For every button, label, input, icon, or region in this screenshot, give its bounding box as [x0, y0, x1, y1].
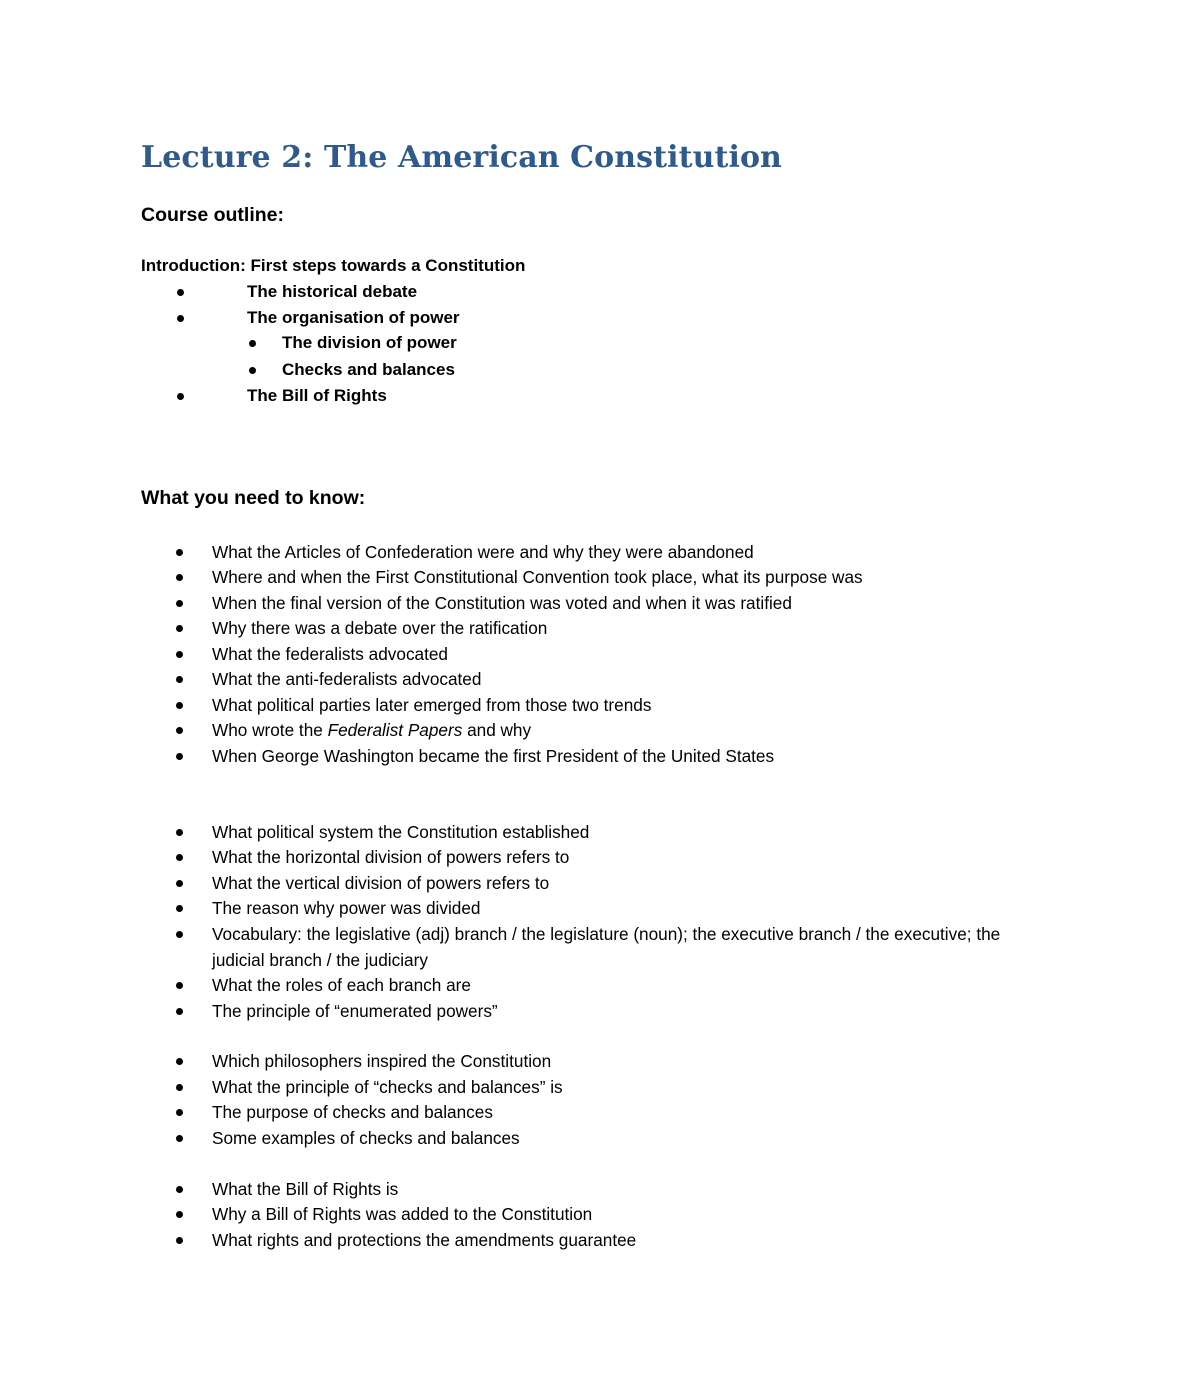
outline-item-label: Checks and balances	[282, 360, 455, 379]
list-item-text: What rights and protections the amendments guarantee	[212, 1230, 637, 1250]
list-item-text: The principle of “enumerated powers”	[212, 1001, 498, 1021]
bullet-icon	[176, 982, 183, 989]
list-item-text: Which philosophers inspired the Constitution	[212, 1051, 552, 1071]
list-item-text-start: Who wrote the	[212, 720, 328, 740]
list-item-text: When the final version of the Constitution was voted and when it was ratified	[212, 593, 792, 613]
list-item	[212, 667, 1012, 693]
outline-subitem	[282, 360, 455, 380]
bullet-icon	[176, 1084, 183, 1091]
bullet-icon	[177, 393, 184, 400]
list-item	[212, 565, 1012, 591]
bullet-icon	[176, 1211, 183, 1218]
outline-item-label: The Bill of Rights	[247, 386, 387, 405]
bullet-icon	[176, 1058, 183, 1065]
bullet-icon	[176, 931, 183, 938]
bullet-icon	[176, 625, 183, 632]
list-item	[212, 642, 1012, 668]
list-item	[212, 540, 1012, 566]
bullet-icon	[176, 1109, 183, 1116]
list-item	[212, 1075, 1012, 1101]
introduction-line: Introduction: First steps towards a Constitution	[141, 256, 526, 275]
list-item	[212, 871, 1012, 897]
need-to-know-heading: What you need to know:	[141, 487, 366, 509]
list-item-text: What the roles of each branch are	[212, 975, 471, 995]
bullet-icon	[176, 574, 183, 581]
list-item	[212, 820, 1012, 846]
list-item	[212, 922, 1012, 973]
list-item	[212, 1228, 1012, 1254]
bullet-icon	[176, 905, 183, 912]
list-item	[212, 896, 1012, 922]
outline-item-label: The division of power	[282, 333, 457, 352]
list-item-text: Vocabulary: the legislative (adj) branch / the legislature (noun); the executive branch / the executive; the judicial branch / the judiciary	[212, 924, 1001, 970]
bullet-icon	[176, 651, 183, 658]
bullet-icon	[176, 1186, 183, 1193]
list-item-text: What the horizontal division of powers refers to	[212, 847, 570, 867]
outline-item-label: The organisation of power	[247, 308, 460, 327]
list-item-text: What political parties later emerged from those two trends	[212, 695, 652, 715]
list-item-text: What the vertical division of powers refers to	[212, 873, 550, 893]
list-item-text: Why a Bill of Rights was added to the Constitution	[212, 1204, 593, 1224]
list-item-text: The purpose of checks and balances	[212, 1102, 493, 1122]
outline-item	[247, 386, 387, 406]
bullet-icon	[176, 1008, 183, 1015]
outline-item	[247, 308, 460, 328]
list-item	[212, 1177, 1012, 1203]
bullet-icon	[176, 854, 183, 861]
outline-item	[247, 282, 417, 302]
list-item	[212, 845, 1012, 871]
list-item	[212, 693, 1012, 719]
bullet-icon	[176, 1237, 183, 1244]
list-item	[212, 1126, 1012, 1152]
list-item	[212, 1049, 1012, 1075]
list-item-text: What the Articles of Confederation were and why they were abandoned	[212, 542, 754, 562]
list-item-text-end: and why	[462, 720, 532, 740]
list-item-text: What the principle of “checks and balances” is	[212, 1077, 563, 1097]
bullet-icon	[176, 1135, 183, 1142]
list-item-text: What the anti-federalists advocated	[212, 669, 482, 689]
bullet-icon	[176, 702, 183, 709]
bullet-icon	[176, 600, 183, 607]
outline-subitem	[282, 333, 457, 353]
bullet-icon	[176, 829, 183, 836]
bullet-icon	[176, 753, 183, 760]
list-item	[212, 1100, 1012, 1126]
list-item	[212, 999, 1012, 1025]
list-item	[212, 718, 1012, 744]
bullet-icon	[176, 676, 183, 683]
federalist-papers-title: Federalist Papers	[327, 720, 463, 740]
bullet-icon	[177, 289, 184, 296]
course-outline-heading: Course outline:	[141, 204, 285, 226]
list-item-text: Where and when the First Constitutional Convention took place, what its purpose was	[212, 567, 863, 587]
bullet-icon	[176, 880, 183, 887]
list-item-text: The reason why power was divided	[212, 898, 481, 918]
bullet-icon	[249, 340, 256, 347]
list-item-text: When George Washington became the first President of the United States	[212, 746, 775, 766]
page-title: Lecture 2: The American Constitution	[141, 140, 782, 175]
list-item-text: Some examples of checks and balances	[212, 1128, 520, 1148]
list-item	[212, 591, 1012, 617]
list-item	[212, 973, 1012, 999]
list-item	[212, 744, 1012, 770]
list-item-text: What the Bill of Rights is	[212, 1179, 399, 1199]
list-item	[212, 1202, 1012, 1228]
bullet-icon	[177, 315, 184, 322]
list-item-text: Why there was a debate over the ratification	[212, 618, 548, 638]
outline-item-label: The historical debate	[247, 282, 418, 301]
bullet-icon	[249, 367, 256, 374]
list-item-text: What the federalists advocated	[212, 644, 448, 664]
bullet-icon	[176, 727, 183, 734]
list-item	[212, 616, 1012, 642]
bullet-icon	[176, 549, 183, 556]
list-item-text: What political system the Constitution established	[212, 822, 590, 842]
